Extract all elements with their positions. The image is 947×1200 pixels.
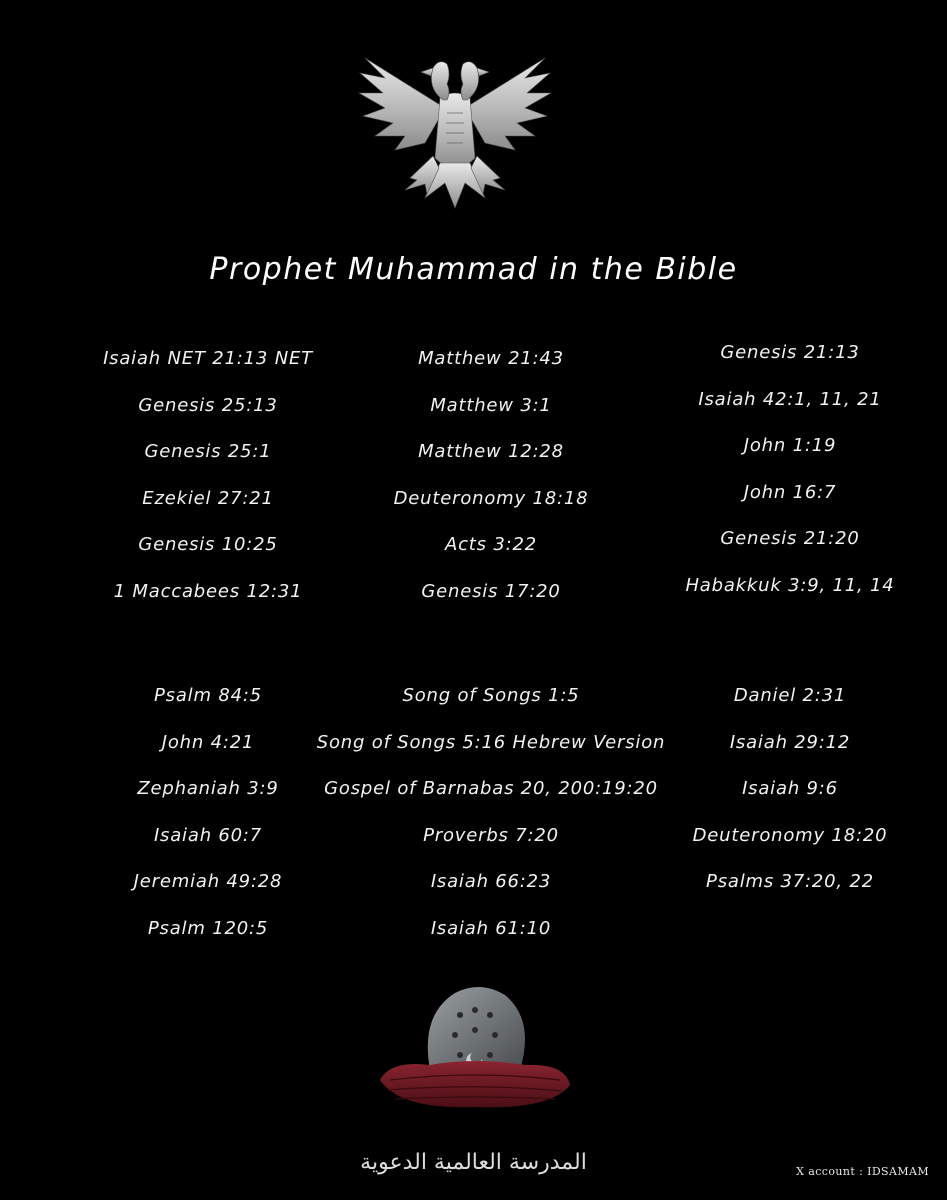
- account-label: X account : IDSAMAM: [796, 1165, 929, 1178]
- verse-reference: Acts 3:22: [445, 534, 537, 555]
- verse-reference: Genesis 21:13: [720, 342, 860, 363]
- verse-reference: Matthew 12:28: [418, 441, 564, 462]
- arabic-caption: المدرسة العالمية الدعوية: [360, 1150, 587, 1175]
- verse-reference: Proverbs 7:20: [423, 824, 559, 846]
- verse-reference: Isaiah 29:12: [729, 731, 851, 753]
- verse-reference: Deuteronomy 18:18: [393, 487, 589, 509]
- ottoman-turban-hat-icon: [360, 975, 590, 1125]
- verse-reference: Habakkuk 3:9, 11, 14: [685, 574, 895, 596]
- verse-reference: Isaiah 66:23: [430, 871, 552, 892]
- verse-reference: Song of Songs 5:16 Hebrew Version: [316, 731, 666, 753]
- verse-reference: Genesis 21:20: [720, 528, 860, 549]
- verse-reference: Daniel 2:31: [733, 685, 847, 706]
- verse-reference: Genesis 25:1: [144, 441, 272, 462]
- verse-reference: Genesis 17:20: [421, 580, 561, 602]
- verse-reference: Isaiah 42:1, 11, 21: [698, 388, 882, 410]
- verse-reference: Psalm 120:5: [147, 917, 269, 939]
- verse-reference: Zephaniah 3:9: [137, 778, 279, 799]
- verse-reference: Psalm 84:5: [154, 685, 262, 706]
- verse-reference: Gospel of Barnabas 20, 200:19:20: [324, 778, 658, 799]
- verse-reference: Isaiah 9:6: [742, 778, 838, 799]
- verse-reference: Matthew 3:1: [430, 394, 552, 416]
- verse-reference: Isaiah 60:7: [153, 824, 263, 846]
- verse-reference: Ezekiel 27:21: [142, 487, 274, 509]
- verse-reference: Matthew 21:43: [418, 348, 564, 369]
- verse-reference: Psalms 37:20, 22: [706, 871, 874, 892]
- verse-reference: Isaiah NET 21:13 NET: [103, 348, 313, 369]
- verse-reference: Genesis 10:25: [138, 534, 278, 555]
- page-title: Prophet Muhammad in the Bible: [209, 252, 738, 287]
- double-headed-eagle-icon: [355, 38, 555, 218]
- verse-reference: Jeremiah 49:28: [133, 871, 283, 892]
- verse-reference: Song of Songs 1:5: [402, 685, 580, 706]
- verse-reference: John 4:21: [161, 731, 255, 753]
- verse-reference: Deuteronomy 18:20: [692, 824, 888, 846]
- verse-reference: John 16:7: [743, 481, 837, 503]
- verse-reference: John 1:19: [743, 435, 837, 456]
- verse-reference: Isaiah 61:10: [430, 917, 552, 939]
- verse-reference: 1 Maccabees 12:31: [113, 580, 303, 602]
- verse-reference: Genesis 25:13: [138, 394, 278, 416]
